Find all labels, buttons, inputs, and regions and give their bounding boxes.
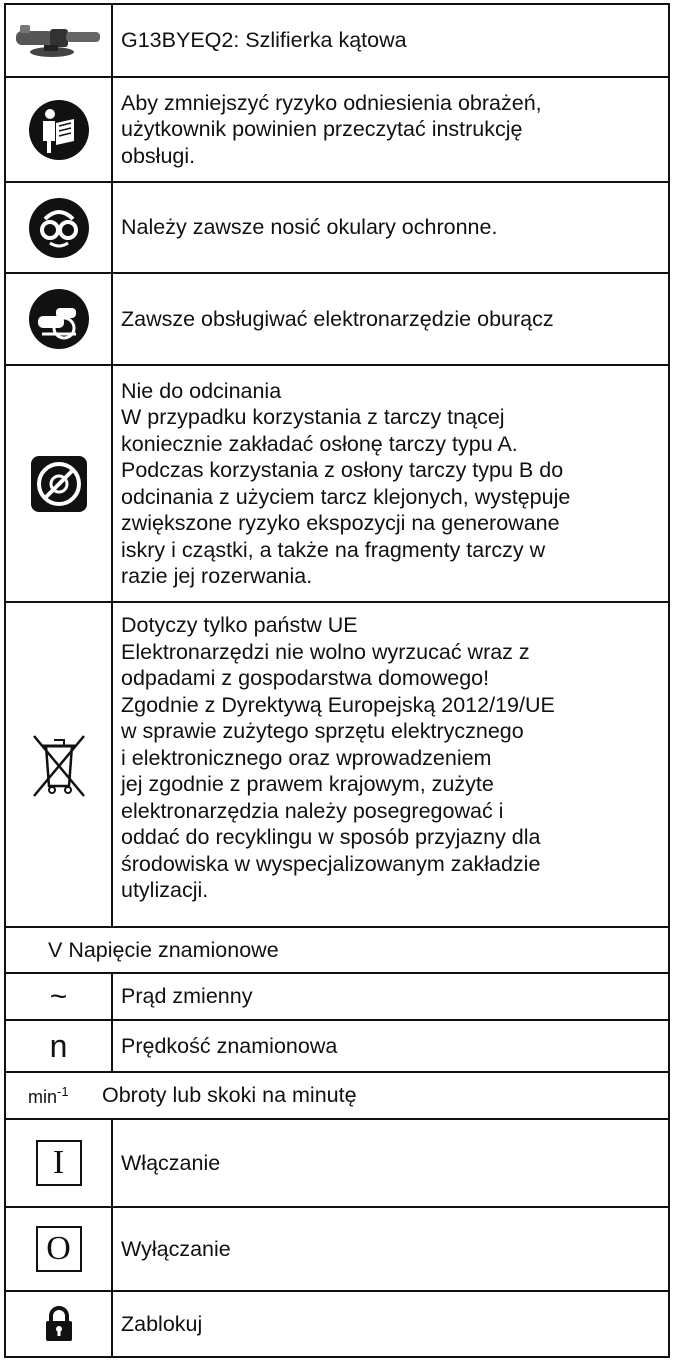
text-line: Włączanie (121, 1150, 221, 1175)
symbols-table (4, 3, 670, 1358)
angle-grinder-icon (6, 5, 111, 76)
text-line: W przypadku korzystania z tarczy tnącej (121, 405, 505, 429)
row-text (121, 274, 660, 364)
table-row (6, 183, 668, 274)
table-row (6, 274, 668, 366)
switch-off-symbol (6, 1208, 111, 1290)
row-text (121, 1120, 660, 1206)
tilde-icon: ~ (49, 979, 68, 1013)
power-on-icon: I (36, 1140, 82, 1186)
text-line: Podczas korzystania z osłony tarczy typu B do (121, 458, 564, 482)
tool-name: G13BYEQ2: Szlifierka kątowa (121, 28, 407, 53)
row-text (121, 974, 660, 1019)
table-row (6, 5, 668, 78)
row-text (121, 1292, 660, 1356)
table-row (6, 928, 668, 974)
two-hands-operation-icon (6, 274, 111, 364)
text-line: środowiska w wyspecjalizowanym zakładzie (121, 851, 541, 876)
ac-current-symbol (6, 974, 111, 1019)
text-line: i elektronicznego oraz wprowadzeniem (121, 745, 492, 770)
table-row (6, 1208, 668, 1292)
text-line: razie jej rozerwania. (121, 564, 313, 588)
rated-speed-symbol (6, 1021, 111, 1071)
text-line: oddać do recyklingu w sposób przyjazny dla (121, 825, 541, 849)
table-row (6, 1073, 668, 1120)
table-row (6, 1120, 668, 1208)
text-line: Należy zawsze nosić okulary ochronne. (121, 215, 498, 240)
table-row (6, 1021, 668, 1073)
row-text (121, 1021, 660, 1071)
text-line: Zablokuj (121, 1311, 203, 1336)
power-off-icon: O (36, 1226, 82, 1272)
text-line: użytkownik powinien przeczytać instrukcję (121, 117, 523, 142)
table-row (6, 974, 668, 1021)
padlock-icon (6, 1292, 111, 1356)
text-line: iskry i cząstki, a także na fragmenty tarczy w (121, 537, 546, 562)
row-text (121, 78, 660, 181)
text-line: Wyłączanie (121, 1236, 231, 1261)
text-line: odpadami z gospodarstwa domowego! (121, 666, 490, 690)
text-line: Prąd zmienny (121, 984, 253, 1009)
text-line: jej zgodnie z prawem krajowym, zużyte (121, 772, 494, 796)
text-line: Zawsze obsługiwać elektronarzędzie oburącz (121, 306, 554, 331)
min-symbol (28, 1073, 69, 1118)
table-row (6, 603, 668, 928)
text-line: zwiększone ryzyko ekspozycji na generowane (121, 511, 560, 535)
row-text (121, 603, 660, 926)
text-line: Aby zmniejszyć ryzyko odniesienia obrażeń, (121, 90, 542, 115)
text-line: w sprawie zużytego sprzętu elektrycznego (121, 719, 524, 743)
crossed-bin-icon (6, 603, 111, 926)
n-symbol: n (49, 1027, 68, 1064)
rpm-text: Obroty lub skoki na minutę (102, 1083, 357, 1107)
row-text (121, 5, 660, 76)
text-line: Prędkość znamionowa (121, 1033, 338, 1058)
switch-on-symbol (6, 1120, 111, 1206)
table-row (6, 366, 668, 603)
text-line: utylizacji. (121, 878, 209, 902)
text-line: obsługi. (121, 143, 196, 168)
text-line: koniecznie zakładać osłonę tarczy typu A. (121, 431, 518, 456)
no-cutting-icon (6, 366, 111, 601)
safety-goggles-icon (6, 183, 111, 272)
table-row (6, 1292, 668, 1356)
text-line: Nie do odcinania (121, 378, 282, 403)
min-label: $\min^{-1}$ (28, 1083, 69, 1107)
read-manual-icon (6, 78, 111, 181)
row-text (121, 183, 660, 272)
text-line: Elektronarzędzi nie wolno wyrzucać wraz z (121, 639, 530, 664)
row-text (121, 1208, 660, 1290)
row-text (121, 366, 660, 601)
rated-voltage-text: V Napięcie znamionowe (48, 937, 279, 962)
table-row (6, 78, 668, 183)
text-line: odcinania z użyciem tarcz klejonych, występuje (121, 484, 571, 509)
text-line: Dotyczy tylko państw UE (121, 613, 358, 637)
text-line: elektronarzędzia należy posegregować i (121, 798, 504, 823)
text-line: Zgodnie z Dyrektywą Europejską 2012/19/UE (121, 692, 555, 717)
